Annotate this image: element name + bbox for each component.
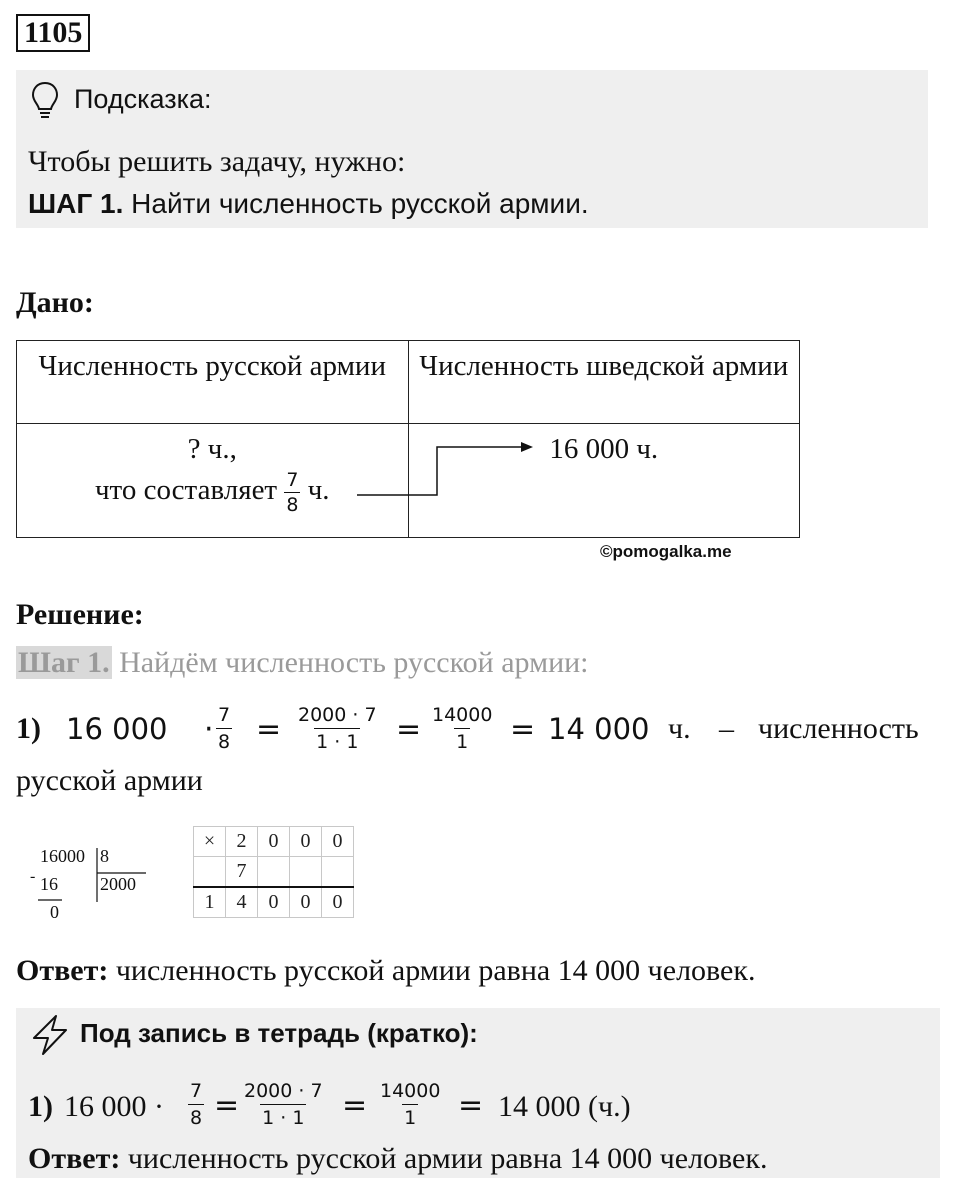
fraction-numerator: 7: [286, 469, 299, 491]
task-number: 1105: [16, 14, 90, 52]
calc-number: 1): [16, 712, 41, 745]
calculation-line: [16, 700, 938, 764]
fraction-denominator: 1: [402, 1104, 418, 1131]
answer-label: Ответ:: [16, 954, 109, 987]
fraction-denominator: 1: [454, 728, 470, 755]
given-col2-value: 16 000 ч.: [408, 424, 800, 538]
mult-cell: 1: [194, 887, 226, 918]
fraction-denominator: 8: [188, 1104, 204, 1131]
division-lines-icon: [30, 844, 170, 928]
fraction-numerator: 14000: [380, 1080, 441, 1102]
fraction-numerator: 2000 · 7: [244, 1080, 323, 1102]
notes-equals: =: [458, 1088, 484, 1123]
mult-sign: ×: [194, 827, 226, 857]
given-col2-header: Численность шведской армии: [408, 341, 800, 424]
calc-operand: 16 000: [66, 712, 168, 746]
notes-equals: =: [342, 1088, 368, 1123]
fraction-numerator: 7: [190, 1080, 203, 1102]
notes-fraction-2: [242, 1078, 325, 1131]
division-subtrahend: 16: [40, 874, 58, 894]
fraction-denominator: 1 · 1: [314, 728, 360, 755]
division-quotient: 2000: [100, 874, 136, 894]
lightbulb-icon: [30, 80, 60, 120]
hint-intro: Чтобы решить задачу, нужно:: [28, 145, 406, 178]
calc-fraction-2: [296, 702, 379, 755]
calc-description: численность: [758, 712, 919, 745]
answer: [16, 954, 755, 988]
solution-heading: Решение:: [16, 598, 144, 631]
solution-step-label: Шаг 1.: [18, 646, 110, 679]
mult-cell: 0: [322, 827, 354, 857]
given-col1-line2: [25, 468, 400, 517]
fraction-numerator: 7: [218, 704, 231, 726]
fraction-numerator: 14000: [432, 704, 493, 726]
mult-cell: 0: [290, 827, 322, 857]
mult-cell: [290, 857, 322, 888]
mult-cell: 0: [322, 887, 354, 918]
notes-answer-label: Ответ:: [28, 1142, 121, 1175]
mult-cell: 7: [226, 857, 258, 888]
notes-answer-text: численность русской армии равна 14 000 человек.: [127, 1142, 768, 1175]
hint-step: [28, 188, 589, 220]
calc-equals: =: [396, 712, 422, 747]
hint-title: Подсказка:: [74, 84, 212, 114]
given-col1-line1: ? ч.,: [187, 433, 237, 465]
solution-step-text: Найдём численность русской армии:: [119, 646, 589, 679]
notes-equals: =: [214, 1088, 240, 1123]
division-remainder: 0: [50, 902, 59, 922]
answer-text: численность русской армии равна 14 000 человек.: [115, 954, 756, 987]
notes-result: 14 000 (ч.): [498, 1090, 631, 1123]
solution-step: [16, 646, 589, 680]
calc-dot: ·: [204, 712, 214, 747]
mult-cell: 2: [226, 827, 258, 857]
calc-description-cont: русской армии: [16, 764, 203, 797]
mult-cell: [322, 857, 354, 888]
hint-step-text: Найти численность русской армии.: [131, 188, 589, 219]
notes-title: Под запись в тетрадь (кратко):: [80, 1018, 478, 1048]
calc-equals: =: [256, 712, 282, 747]
lightning-icon: [30, 1014, 70, 1056]
fraction-denominator: 8: [216, 728, 232, 755]
notes-answer: [28, 1142, 767, 1176]
calc-unit: ч.: [668, 712, 691, 745]
multiplication-grid: [193, 826, 354, 918]
hint-step-label: ШАГ 1.: [28, 188, 124, 219]
fraction-denominator: 8: [286, 494, 299, 516]
calc-fraction-1: [216, 702, 232, 755]
given-col1-prefix: что составляет: [94, 474, 278, 507]
calc-equals: =: [510, 712, 536, 747]
notes-fraction-1: [188, 1078, 204, 1131]
division-divisor: 8: [100, 846, 109, 866]
copyright: ©pomogalka.me: [600, 542, 732, 561]
fraction-denominator: 1 · 1: [260, 1104, 306, 1131]
notes-number: 1): [28, 1090, 53, 1123]
fraction-numerator: 2000 · 7: [298, 704, 377, 726]
long-division: [30, 844, 170, 928]
connector-arrow-icon: [355, 436, 535, 498]
mult-cell: 0: [290, 887, 322, 918]
given-fraction: [284, 468, 300, 517]
given-col1-value: [17, 424, 409, 538]
notes-operand: 16 000 ·: [64, 1090, 164, 1123]
calc-fraction-3: [430, 702, 494, 755]
division-minus: -: [30, 868, 36, 885]
notes-fraction-3: [378, 1078, 442, 1131]
mult-cell: 0: [258, 827, 290, 857]
given-heading: Дано:: [16, 286, 94, 319]
mult-cell: [194, 857, 226, 888]
given-col1-header: Численность русской армии: [17, 341, 409, 424]
division-dividend: 16000: [40, 846, 85, 866]
calc-result: 14 000: [548, 712, 650, 746]
mult-cell: [258, 857, 290, 888]
notes-calculation: [28, 1076, 928, 1142]
mult-cell: 0: [258, 887, 290, 918]
given-col1-unit: ч.: [307, 474, 330, 507]
mult-cell: 4: [226, 887, 258, 918]
calc-dash: –: [719, 712, 734, 745]
